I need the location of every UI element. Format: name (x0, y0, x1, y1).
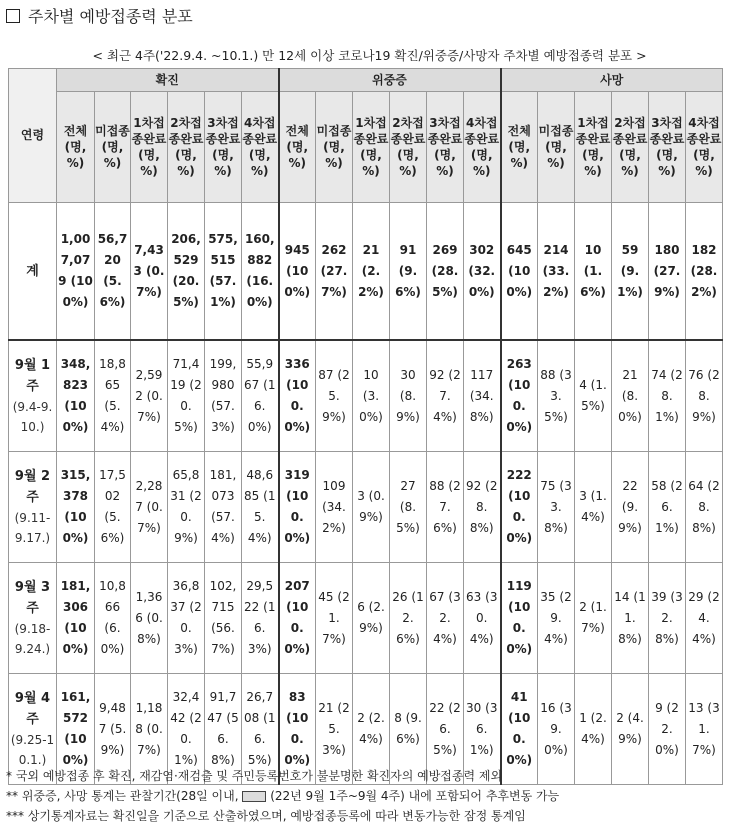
table-cell: 575,515 (57.1%) (205, 203, 242, 341)
table-cell: 65,831 (20.9%) (168, 452, 205, 563)
footnote-3: *** 상기통계자료는 확진일을 기준으로 산출하였으며, 예방접종등록에 따라 변동가능한 잠정 통계임 (6, 809, 526, 823)
table-cell: 26,708 (16.5%) (242, 674, 279, 785)
column-header-row (9, 92, 723, 203)
table-cell: 8 (9.6%) (390, 674, 427, 785)
table-cell: 2,592 (0.7%) (131, 340, 168, 452)
table-body (9, 203, 723, 785)
table-cell: 182 (28.2%) (686, 203, 723, 341)
table-cell: 21 (2.2%) (353, 203, 390, 341)
column-header: 2차접종완료 (명, %) (612, 92, 649, 203)
week-row (9, 452, 723, 563)
table-cell: 88 (27.6%) (427, 452, 464, 563)
row-label-period: (9.25-10.1.) (10, 733, 55, 767)
table-cell: 348,823 (100%) (57, 340, 95, 452)
table-cell: 315,378 (100%) (57, 452, 95, 563)
table-cell: 7,433 (0.7%) (131, 203, 168, 341)
column-header: 2차접종완료 (명, %) (168, 92, 205, 203)
table-cell: 87 (25.9%) (316, 340, 353, 452)
table-cell: 10,866 (6.0%) (95, 563, 131, 674)
footnote-2 (6, 786, 559, 806)
column-header: 1차접종완료 (명, %) (575, 92, 612, 203)
table-cell: 1,188 (0.7%) (131, 674, 168, 785)
table-cell: 27 (8.5%) (390, 452, 427, 563)
table-cell: 55,967 (16.0%) (242, 340, 279, 452)
row-label-main: 계 (26, 263, 39, 279)
checkbox-icon (6, 9, 20, 23)
group-header-confirmed: 확진 (57, 69, 279, 92)
table-cell: 22 (9.9%) (612, 452, 649, 563)
table-cell: 3 (1.4%) (575, 452, 612, 563)
table-cell: 336 (100.0%) (279, 340, 316, 452)
age-header: 연령 (9, 69, 57, 203)
table-cell: 109 (34.2%) (316, 452, 353, 563)
table-cell: 945 (100%) (279, 203, 316, 341)
row-label-main: 9월 1주 (14, 358, 51, 394)
table-cell: 1,366 (0.8%) (131, 563, 168, 674)
table-cell: 1 (2.4%) (575, 674, 612, 785)
table-cell: 2 (4.9%) (612, 674, 649, 785)
column-header: 미접종 (명, %) (95, 92, 131, 203)
legend-swatch (242, 791, 266, 802)
table-cell: 75 (33.8%) (538, 452, 575, 563)
table-cell: 10 (3.0%) (353, 340, 390, 452)
table-cell: 21 (8.0%) (612, 340, 649, 452)
table-cell: 64 (28.8%) (686, 452, 723, 563)
row-label (9, 340, 57, 452)
table-cell: 180 (27.9%) (649, 203, 686, 341)
table-cell: 262 (27.7%) (316, 203, 353, 341)
table-cell: 4 (1.5%) (575, 340, 612, 452)
table-caption: < 최근 4주('22.9.4. ~10.1.) 만 12세 이상 코로나19 확진/위중증/사망자 주차별 예방접종력 분포 > (92, 48, 647, 63)
table-cell: 2 (2.4%) (353, 674, 390, 785)
footnote-2-text: ** 위중증, 사망 통계는 관찰기간(28일 이내, (6, 789, 239, 803)
table-cell: 63 (30.4%) (464, 563, 501, 674)
row-label-period: (9.11-9.17.) (14, 511, 51, 545)
table-cell: 56,720 (5.6%) (95, 203, 131, 341)
table-cell: 207 (100.0%) (279, 563, 316, 674)
title-text: 주차별 예방접종력 분포 (28, 7, 193, 26)
table-cell: 119 (100.0%) (501, 563, 538, 674)
table-cell: 76 (28.9%) (686, 340, 723, 452)
table-cell: 92 (27.4%) (427, 340, 464, 452)
row-label-period: (9.4-9.10.) (12, 400, 53, 434)
table-cell: 67 (32.4%) (427, 563, 464, 674)
table-cell: 13 (31.7%) (686, 674, 723, 785)
table-cell: 92 (28.8%) (464, 452, 501, 563)
table-cell: 206,529 (20.5%) (168, 203, 205, 341)
table-cell: 319 (100.0%) (279, 452, 316, 563)
table-cell: 117 (34.8%) (464, 340, 501, 452)
table-cell: 74 (28.1%) (649, 340, 686, 452)
table-cell: 21 (25.3%) (316, 674, 353, 785)
table-cell: 161,572 (100%) (57, 674, 95, 785)
table-cell: 36,837 (20.3%) (168, 563, 205, 674)
row-label-main: 9월 4주 (14, 691, 51, 727)
table-cell: 302 (32.0%) (464, 203, 501, 341)
table-cell: 26 (12.6%) (390, 563, 427, 674)
week-row (9, 340, 723, 452)
column-header: 전체 (명, %) (501, 92, 538, 203)
row-label-period: (9.18-9.24.) (14, 622, 51, 656)
table-cell: 17,502 (5.6%) (95, 452, 131, 563)
column-header: 3차접종완료 (명, %) (649, 92, 686, 203)
group-header-death: 사망 (501, 69, 723, 92)
column-header: 4차접종완료 (명, %) (686, 92, 723, 203)
table-cell: 14 (11.8%) (612, 563, 649, 674)
row-label (9, 203, 57, 341)
table-cell: 91 (9.6%) (390, 203, 427, 341)
table-cell: 2 (1.7%) (575, 563, 612, 674)
column-header: 4차접종완료 (명, %) (242, 92, 279, 203)
vaccination-table (8, 68, 723, 785)
table-cell: 45 (21.7%) (316, 563, 353, 674)
table-cell: 30 (36.1%) (464, 674, 501, 785)
table-cell: 39 (32.8%) (649, 563, 686, 674)
table-cell: 222 (100.0%) (501, 452, 538, 563)
column-header: 전체 (명, %) (57, 92, 95, 203)
table-cell: 1,007,079 (100%) (57, 203, 95, 341)
table-cell: 29 (24.4%) (686, 563, 723, 674)
table-cell: 30 (8.9%) (390, 340, 427, 452)
table-cell: 48,685 (15.4%) (242, 452, 279, 563)
row-label (9, 452, 57, 563)
column-header: 미접종 (명, %) (316, 92, 353, 203)
group-header-severe: 위중증 (279, 69, 501, 92)
page-title (6, 4, 193, 27)
column-header: 3차접종완료 (명, %) (427, 92, 464, 203)
column-header: 2차접종완료 (명, %) (390, 92, 427, 203)
footnote-2-tail: (22년 9월 1주~9월 4주) 내에 포함되어 추후변동 가능 (270, 789, 560, 803)
table-cell: 181,306 (100%) (57, 563, 95, 674)
table-cell: 269 (28.5%) (427, 203, 464, 341)
table-cell: 88 (33.5%) (538, 340, 575, 452)
table-cell: 3 (0.9%) (353, 452, 390, 563)
table-cell: 645 (100%) (501, 203, 538, 341)
column-header: 1차접종완료 (명, %) (353, 92, 390, 203)
column-header: 1차접종완료 (명, %) (131, 92, 168, 203)
table-cell: 10 (1.6%) (575, 203, 612, 341)
total-row (9, 203, 723, 341)
table-cell: 58 (26.1%) (649, 452, 686, 563)
table-cell: 32,442 (20.1%) (168, 674, 205, 785)
table-cell: 2,287 (0.7%) (131, 452, 168, 563)
table-cell: 199,980 (57.3%) (205, 340, 242, 452)
row-label-main: 9월 2주 (14, 469, 51, 505)
row-label-main: 9월 3주 (14, 580, 51, 616)
table-cell: 18,865 (5.4%) (95, 340, 131, 452)
column-header: 3차접종완료 (명, %) (205, 92, 242, 203)
week-row (9, 563, 723, 674)
table-cell: 83 (100.0%) (279, 674, 316, 785)
table-cell: 71,419 (20.5%) (168, 340, 205, 452)
table-cell: 9 (22.0%) (649, 674, 686, 785)
table-cell: 102,715 (56.7%) (205, 563, 242, 674)
table-cell: 160,882 (16.0%) (242, 203, 279, 341)
table-cell: 9,487 (5.9%) (95, 674, 131, 785)
table-cell: 263 (100.0%) (501, 340, 538, 452)
table-cell: 6 (2.9%) (353, 563, 390, 674)
table-cell: 91,747 (56.8%) (205, 674, 242, 785)
table-cell: 214 (33.2%) (538, 203, 575, 341)
column-header: 4차접종완료 (명, %) (464, 92, 501, 203)
table-cell: 22 (26.5%) (427, 674, 464, 785)
table-cell: 16 (39.0%) (538, 674, 575, 785)
column-header: 미접종 (명, %) (538, 92, 575, 203)
footnote-1: * 국외 예방접종 후 확진, 재감염·재검출 및 주민등록번호가 불분명한 확진자의 예방접종력 제외 (6, 769, 503, 783)
table-cell: 59 (9.1%) (612, 203, 649, 341)
table-cell: 181,073 (57.4%) (205, 452, 242, 563)
row-label (9, 563, 57, 674)
table-cell: 29,522 (16.3%) (242, 563, 279, 674)
table-cell: 35 (29.4%) (538, 563, 575, 674)
table-cell: 41 (100.0%) (501, 674, 538, 785)
footnotes (6, 766, 559, 826)
column-header: 전체 (명, %) (279, 92, 316, 203)
